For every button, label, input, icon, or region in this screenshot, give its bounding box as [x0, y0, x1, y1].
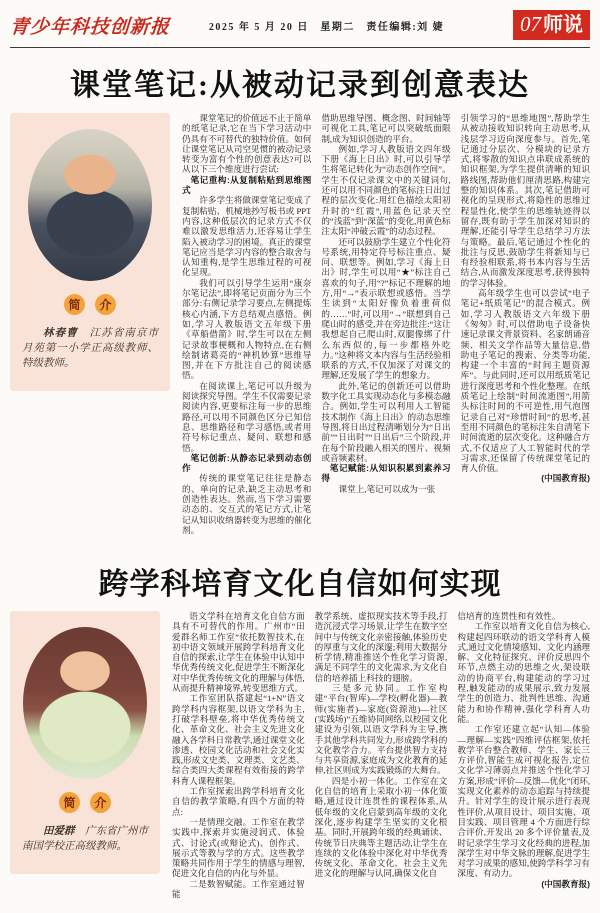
paragraph: 传统的课堂笔记往往是静态的、单向的记录,缺乏主动思考和创造性表达。然而,当下学习需要动态的、交互式的笔记方式,让笔记从知识收纳器转变为思维的催化剂。: [182, 473, 312, 535]
text-column: [182, 113, 311, 549]
article2-columns: [172, 611, 590, 913]
teacher-name: 田爱群: [43, 825, 75, 837]
paragraph: 课堂上,笔记可以成为一张: [338, 483, 436, 494]
teacher-desc: 广东省广州市南国学校正高级教师。: [22, 825, 148, 852]
paragraph: 我们可以引导学生运用“康奈尔笔记法”,即将笔记页面分为三个部分:右侧记录学习要点,左侧提炼核心内涵,下方总结观点感悟。例如,学习人教版语文五年级下册《草船借箭》时,学生可以在左侧记录故事梗概和人物特点,在右侧绘制诸葛亮的“神机妙算”思维导图,并在下方批注自己的阅读感悟。: [182, 277, 312, 381]
label-circle: 简: [59, 792, 80, 813]
label-circle: 介: [95, 294, 116, 315]
page-number-badge: [513, 10, 590, 40]
section-subhead: 笔记重构:从复制粘贴到思维图式: [182, 174, 312, 196]
text-column: [172, 611, 305, 913]
paragraph: 工作室以培育文化自信为核心,构建起四环联动的语文学科育人模式,通过文化情境感知、文化内涵理解、文化特征探究、评价反思四个环节,点燃主动的思维之火,架设联动的协商平台,构建能动的学习过程,触发能动的成果展示,致力发展学生的创造力、批判性思维、沟通能力和协作精神,强化学科育人功能。: [457, 621, 591, 724]
text-column: [461, 113, 590, 549]
profile-bio: [22, 824, 148, 854]
article2: [10, 611, 590, 913]
paragraph: 还可以鼓励学生建立个性化符号系统,用特定符号标注重点、疑问、联想等。例如,学习《海上日出》时,学生可以用“★”标注自己喜欢的句子,用“?”标记不理解的地方,用“→”表示联想或感悟。当学生读到“太阳好像负着重荷似的……”时,可以用“→”联想到自己爬山时的感受,并在旁边批注:“这让我想起自己爬山时,双腿像绑了什么东西似的,每一步都格外吃力。”这种将文本内容与生活经验相联系的方式,不仅加深了对课文的理解,还发展了学生的想象力。: [321, 236, 451, 381]
paragraph: 工作室还建立起“认知—体验—理解—实践”四维评估框架,依托教学平台整合教师、学生、家长三方评价,智能生成可视化报告,定位文化学习薄弱点并推送个性化学习方案,形成“评价—反馈—优化”闭环,实现文化素养的动态追踪与持续提升。针对学生的设计展示进行表现性评价,从项目设计、项目实施、项目实践、项目管理 4 个方面进行综合评价,开发出 20 多个评价量表,及时记录学生学习文化经典的进程,加深学生对中华文脉的理解,促进学生对学习成果的感知,使跨学科学习有深度、有动力。: [457, 724, 591, 879]
profile-bio: [22, 326, 158, 371]
paragraph: 例如,学习人教版语文四年级下册《海上日出》时,可以引导学生将笔记转化为“动态创作空间”。学生不仅记录课文中的关键词句,还可以用不同颜色的笔标注日出过程的层次变化:用红色描绘太阳初升时的“红霞”,用蓝色记录天空的“浅蓝”到“深蓝”的变化,用黄色标注太阳“冲破云霞”的动态过程。: [321, 143, 451, 237]
paragraph: 三是多元协同。工作室构建“平台(智库)—学校(孵化器)—教师(实施者)—家庭(资源池)—社区(实践场)”五维协同网络,以校园文化建设为引领,以语文学科为主导,携手其他学科共同发力,形成跨学科的文化教学合力。平台提供智力支持与共享资源,家庭成为文化教育的延伸,社区则成为实践锻炼的大舞台。: [314, 683, 448, 776]
teacher-name: 林春曹: [43, 327, 78, 339]
portrait-photo-tianaiqun: [23, 627, 147, 779]
paragraph: 信培育的连贯性和有效性。: [457, 611, 561, 621]
source-credit: (中国教育报): [541, 878, 591, 889]
section-name: 师说: [542, 13, 583, 36]
section-subhead: 笔记创新:从静态记录到动态创作: [182, 452, 312, 474]
dateline: 2025 年 5 月 20 日 星期二 责任编辑:刘 婕: [208, 21, 445, 33]
header-divider: [10, 47, 590, 48]
paragraph: 课堂笔记的价值远不止于简单的纸笔记录,它在当下学习活动中仍具有不可替代的独特价值。如何让课堂笔记从司空见惯的被动记录转变为富有个性的创意表达?可以从以下三个维度进行尝试:: [182, 113, 312, 175]
article2-profile-box: [10, 611, 160, 874]
page-header: [10, 6, 590, 44]
paragraph: 此外,笔记的创新还可以借助数字化工具实现动态化与多模态融合。例如,学生可以利用人工智能技术制作《海上日出》的动态思维导图,将日出过程清晰划分为“日出前”“日出时”“日出后”三个阶段,并在每个阶段融入相关的图片、视频或音频素材。: [321, 380, 451, 463]
paragraph: 在阅读课上,笔记可以升级为阅读探究导图。学生不仅需要记录阅读内容,更要标注每一步的思维路径,可以用不同颜色区分已知信息、思维路径和学习感悟,或者用符号标记重点、疑问、联想和感悟。: [182, 380, 312, 453]
article1-profile-box: [10, 113, 170, 391]
section-subhead: 笔记赋能:从知识积累到素养习得: [321, 463, 451, 484]
paragraph: 二是数智赋能。工作室通过智能: [172, 878, 305, 900]
article2-title: 跨学科培育文化自信如何实现: [98, 568, 502, 601]
teacher-desc: 江苏省南京市月苑第一小学正高级教师、特级教师。: [22, 327, 159, 369]
paragraph: 语文学科在培育文化自信方面具有不可替代的作用。广州市“田爱群名师工作室”依托数智技术,在初中语文领域开展跨学科培育文化自信的探索,让学生在体验中认知中华优秀传统文化,促进学生不断深化对中华优秀传统文化的理解与体悟,从而提升精神境界,转变思维方式。: [172, 611, 305, 694]
profile-label: [22, 294, 158, 315]
masthead-logo: 青少年科技创新报: [9, 16, 171, 38]
paragraph: 工作室团队搭建起“1+N”语文跨学科内容框架,以语文学科为主,打破学科壁垒,将中华优秀传统文化、革命文化、社会主义先进文化融入各学科日常教学,通过课堂文化渗透、校园文化活动和社会文化实践,形成文史类、文理类、文艺类、综合类四大类课程有效衔接的跨学科育人课程框架。: [172, 693, 305, 786]
article1-title: 课堂笔记:从被动记录到创意表达: [70, 69, 530, 102]
paragraph: 四是小初一体化。工作室在文化自信的培育上采取小初一体化策略,通过设计连贯性的课程体系,从低年级的文化启蒙到高年级的文化深化,逐步构建学生坚实的文化根基。同时,开展跨年级的经典诵读、传统节日庆典等主题活动,让学生在连续的文化体验中深化对中华优秀传统文化、革命文化、社会主义先进文化的理解与认同,确保文化自: [314, 775, 448, 879]
label-circle: 简: [64, 294, 85, 315]
text-column: [315, 611, 448, 913]
profile-label: [22, 792, 148, 813]
source-credit: (中国教育报): [541, 473, 590, 484]
article1: [10, 113, 590, 549]
article1-columns: [182, 113, 590, 549]
paragraph: 引领学习的“思维地图”,帮助学生从被动接收知识转向主动思考,从浅层学习迈向深度参与。首先,笔记通过分层次、分模块的记录方式,将零散的知识点串联成系统的知识框架,为学生提供清晰的知识路线图,帮助他们厘清思路,构建完整的知识体系。其次,笔记借助可视化的呈现形式,将隐性的思维过程显性化,使学生的思维轨迹得以留存,既有助于学生加深对知识的理解,还能引导学生总结学习方法与策略。最后,笔记通过个性化的批注与反思,鼓励学生将新知与已有经验相联系,将书本内容与生活结合,从而激发深度思考,获得独特的学习体验。: [460, 113, 590, 288]
text-column: [457, 611, 590, 913]
paragraph: 许多学生将做课堂笔记变成了复制粘贴、机械地抄写板书或 PPT 内容,这种低层次的记录方式不仅难以激发思维活力,还容易让学生陷入被动学习的困境。真正的课堂笔记应当是学习内容的整合取舍与认知重构,是学生思维过程的可视化呈现。: [182, 195, 312, 278]
paragraph: 高年级学生也可以尝试“电子笔记+纸质笔记”的混合模式。例如,学习人教版语文六年级下册《匆匆》时,可以借助电子设备快速记录课文背景资料、名家朗诵音频、相关文学作品等大量信息,借助电子笔记的搜索、分类等功能,构建一个丰富的“时间主题资源库”。与此同时,还可以用纸质笔记进行深度思考和个性化整理。在纸质笔记上绘制“时间流逝图”,用箭头标注时间的不可逆性,用气泡图记录自己对“珍惜时间”的思考,甚至用不同颜色的笔标注朱自清笔下时间流逝的层次变化。这种融合方式,不仅适应了人工智能时代的学习需求,还保留了传统课堂笔记的育人价值。: [460, 288, 590, 474]
paragraph: 教学系统、虚拟现实技术等手段,打造沉浸式学习场景,让学生在数字空间中与传统文化亲密接触,体验历史的厚重与文化的深邃;利用大数据分析学情,精准推送个性化学习资源,满足不同学生的文化需求,为文化自信的培养插上科技的翅膀。: [314, 611, 448, 683]
page-number: 07: [519, 12, 541, 36]
paragraph: 借助思维导图、概念图、时间轴等可视化工具,笔记可以突破纸面限制,成为知识创造的平台。: [321, 113, 451, 144]
paragraph: 工作室探索出跨学科培育文化自信的教学策略,有四个方面的特点:: [172, 786, 305, 817]
portrait-photo-linchuncao: [28, 129, 152, 281]
label-circle: 介: [90, 792, 111, 813]
text-column: [321, 113, 450, 549]
paragraph: 一是情理交融。工作室在教学实践中,探索并实施浸润式、体验式、讨论式(或辩论式)、创作式、展示式等教与学的方式。这些教学策略共同作用于学生的情感与理智,促进文化自信的内化与外显。: [172, 816, 305, 879]
